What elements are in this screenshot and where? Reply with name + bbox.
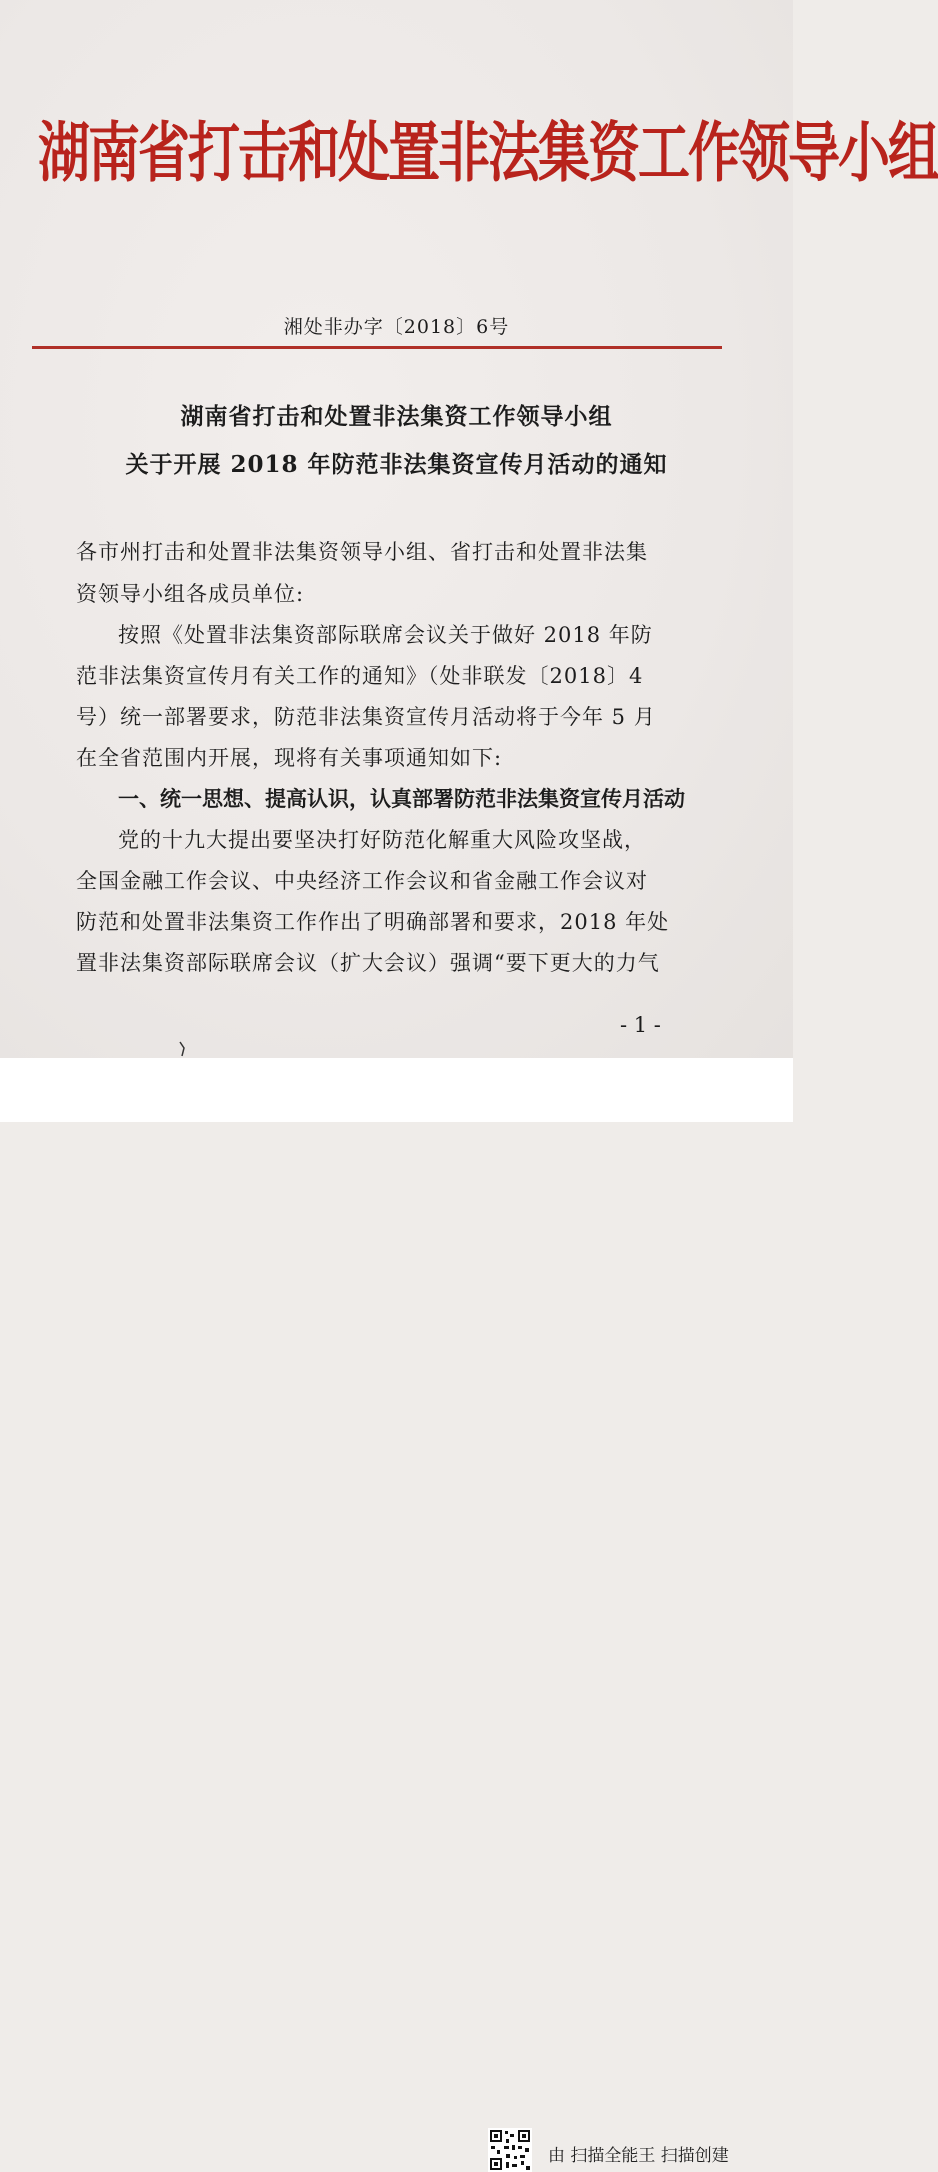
qr-code-icon xyxy=(488,2128,532,2172)
page-number: - 1 - xyxy=(620,1013,661,1037)
body-line: 防范和处置非法集资工作作出了明确部署和要求，2018 年处 xyxy=(76,910,670,934)
body-line: 党的十九大提出要坚决打好防范化解重大风险攻坚战， xyxy=(118,828,646,852)
body-line: 全国金融工作会议、中央经济工作会议和省金融工作会议对 xyxy=(76,869,648,893)
org-header-title: 湖南省打击和处置非法集资工作领导小组 xyxy=(38,116,938,192)
scan-mark-icon xyxy=(178,1040,188,1058)
body-line: 置非法集资部际联席会议（扩大会议）强调“要下更大的力气 xyxy=(76,951,660,975)
notice-title-line-2: 关于开展 2018 年防范非法集资宣传月活动的通知 xyxy=(125,451,668,478)
scanner-footer xyxy=(0,1058,793,2166)
body-line: 范非法集资宣传月有关工作的通知》（处非联发〔2018〕4 xyxy=(76,664,644,688)
document-page xyxy=(0,0,938,1058)
body-line: 资领导小组各成员单位: xyxy=(76,582,305,606)
scanner-attribution: 由 扫描全能王 扫描创建 xyxy=(548,2146,729,2166)
body-line: 号）统一部署要求，防范非法集资宣传月活动将于今年 5 月 xyxy=(76,705,656,729)
body-line: 按照《处置非法集资部际联席会议关于做好 2018 年防 xyxy=(118,623,653,647)
document-number: 湘处非办字〔2018〕6号 xyxy=(283,316,510,338)
notice-title-line-1: 湖南省打击和处置非法集资工作领导小组 xyxy=(180,403,613,430)
body-line: 在全省范围内开展，现将有关事项通知如下: xyxy=(76,746,503,770)
body-line: 各市州打击和处置非法集资领导小组、省打击和处置非法集 xyxy=(76,540,648,564)
section-heading: 一、统一思想、提高认识，认真部署防范非法集资宣传月活动 xyxy=(118,787,685,811)
header-divider xyxy=(32,346,722,349)
